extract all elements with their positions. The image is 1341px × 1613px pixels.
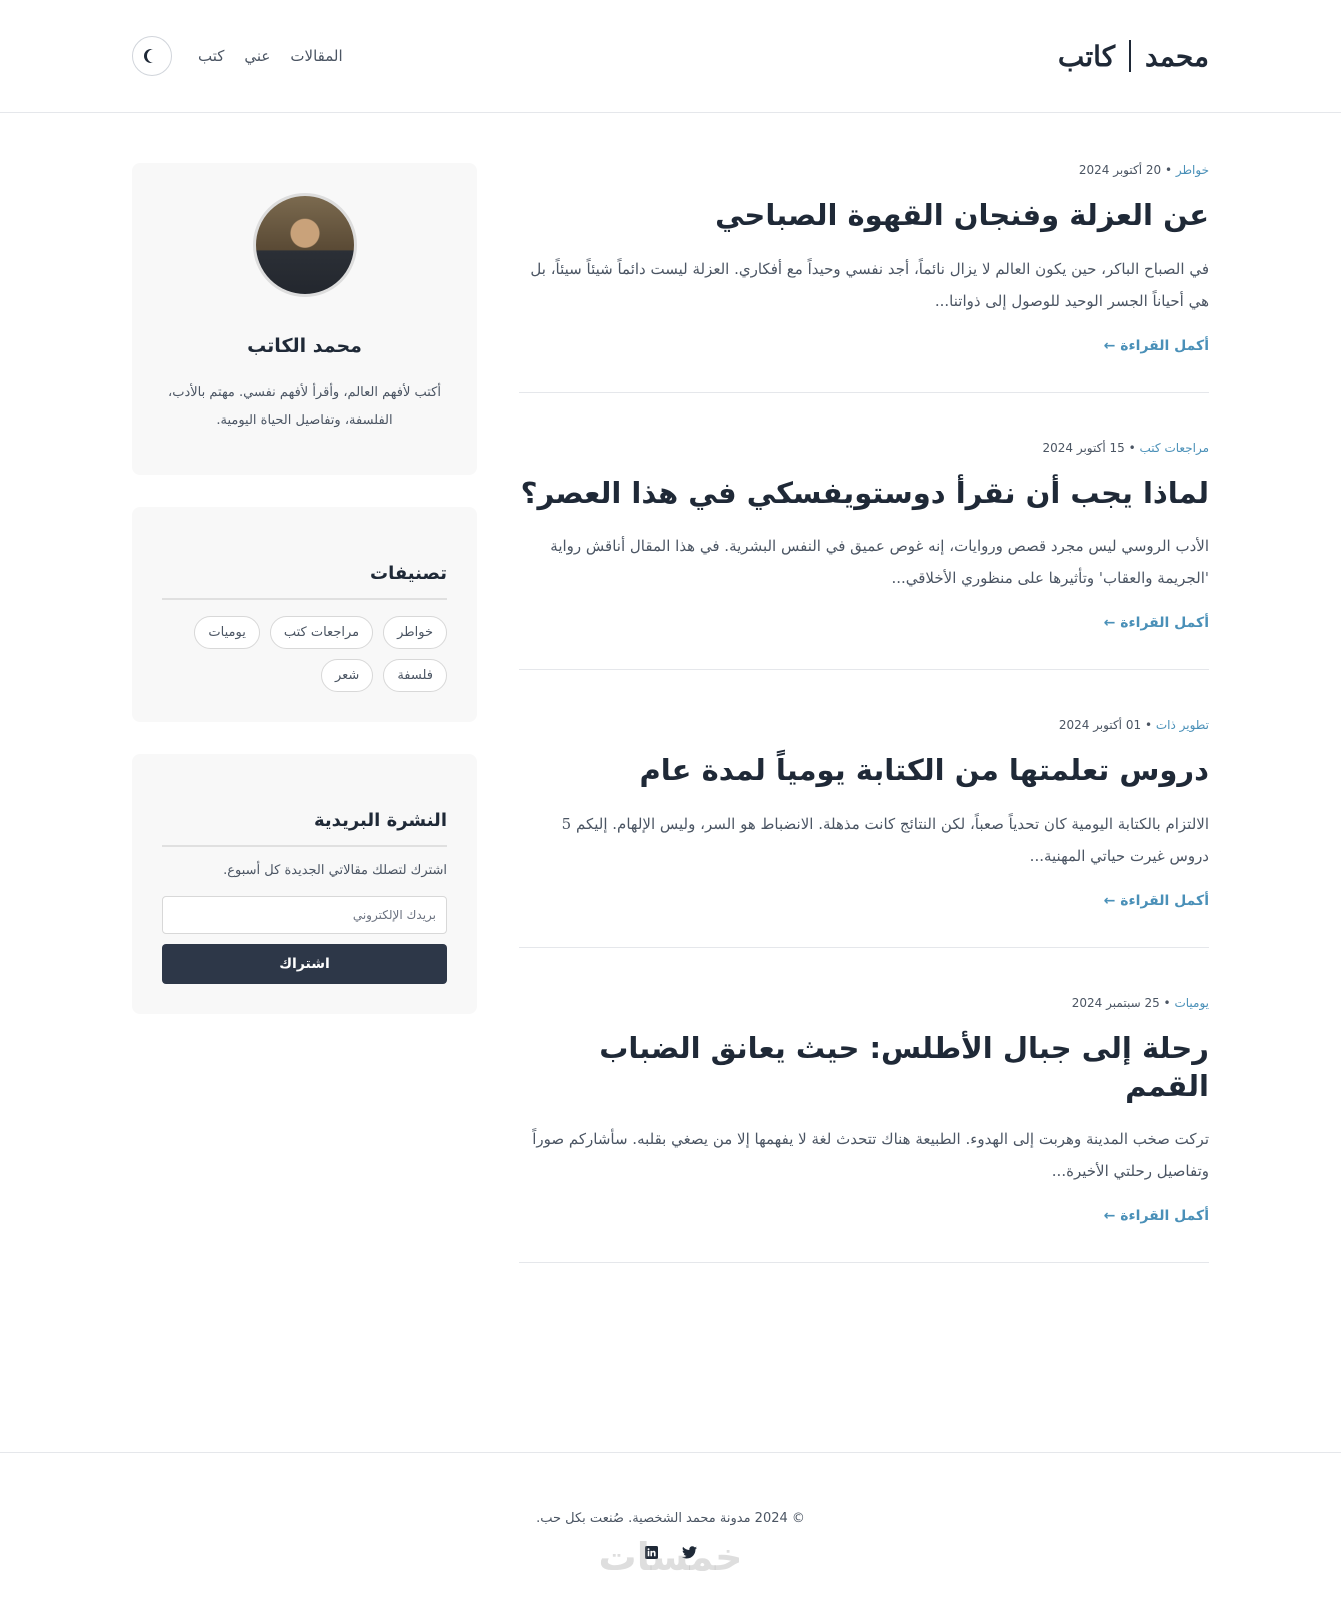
post-category[interactable]: مراجعات كتب <box>1139 440 1209 455</box>
post-excerpt: الالتزام بالكتابة اليومية كان تحدياً صعباً، لكن النتائج كانت مذهلة. الانضباط هو السر، وليس الإلهام. إليكم 5 دروس غيرت حياتي المهنية... <box>561 815 1209 866</box>
post-date: 01 أكتوبر 2024 <box>1058 718 1142 733</box>
nav-articles[interactable]: المقالات <box>290 47 343 65</box>
site-logo[interactable] <box>1058 40 1209 73</box>
post-meta <box>519 718 1209 734</box>
watermark-logo: خمسات <box>598 1535 743 1579</box>
author-bio: أكتب لأفهم العالم، وأقرأ لأفهم نفسي. مهتم بالأدب، الفلسفة، وتفاصيل الحياة اليومية. <box>168 385 441 428</box>
sidebar <box>132 163 477 1311</box>
moon-icon <box>147 49 161 63</box>
post-category[interactable]: تطوير ذات <box>1155 718 1209 733</box>
post-item <box>519 996 1209 1263</box>
nav-about[interactable]: عني <box>244 47 271 65</box>
tag-poetry[interactable]: شعر <box>321 659 373 692</box>
newsletter-title: النشرة البريدية <box>162 784 447 847</box>
categories-title: تصنيفات <box>162 537 447 600</box>
page-container <box>132 163 1209 1311</box>
email-field[interactable] <box>162 896 447 934</box>
subscribe-button[interactable]: اشتراك <box>162 944 447 984</box>
logo-second: كاتب <box>1057 39 1116 73</box>
twitter-icon[interactable] <box>682 1544 698 1560</box>
meta-separator: • <box>1161 163 1173 177</box>
logo-divider <box>1129 40 1131 72</box>
read-more-link[interactable]: أكمل القراءة ← <box>1103 615 1209 632</box>
site-header <box>0 0 1341 113</box>
post-item <box>519 441 1209 671</box>
tag-diaries[interactable]: يوميات <box>194 616 259 649</box>
post-category[interactable]: خواطر <box>1175 163 1209 177</box>
meta-separator: • <box>1124 440 1136 455</box>
post-item <box>519 718 1209 948</box>
site-footer <box>0 1452 1341 1613</box>
post-meta <box>519 996 1209 1012</box>
categories-card <box>132 507 477 722</box>
read-more-link[interactable]: أكمل القراءة ← <box>1103 337 1209 354</box>
copyright-text: © 2024 مدونة محمد الشخصية. صُنعت بكل حب. <box>536 1511 805 1526</box>
post-meta <box>519 441 1209 457</box>
linkedin-icon[interactable] <box>644 1544 660 1560</box>
avatar <box>253 193 357 297</box>
newsletter-description: اشترك لتصلك مقالاتي الجديدة كل أسبوع. <box>223 863 447 878</box>
social-links <box>0 1544 1341 1560</box>
theme-toggle-button[interactable] <box>132 36 172 76</box>
post-excerpt: في الصباح الباكر، حين يكون العالم لا يزال نائماً، أجد نفسي وحيداً مع أفكاري. العزلة ليست دائماً شيئاً سيئاً، بل هي أحياناً الجسر الوحيد للوصول إلى ذواتنا... <box>530 259 1209 310</box>
read-more-link[interactable]: أكمل القراءة ← <box>1103 893 1209 910</box>
post-title[interactable]: رحلة إلى جبال الأطلس: حيث يعانق الضباب القمم <box>599 1031 1209 1103</box>
post-title[interactable]: دروس تعلمتها من الكتابة يومياً لمدة عام <box>639 753 1209 788</box>
post-date: 15 أكتوبر 2024 <box>1042 440 1125 455</box>
tag-book-reviews[interactable]: مراجعات كتب <box>270 616 373 649</box>
post-item <box>519 163 1209 393</box>
meta-separator: • <box>1141 718 1153 733</box>
nav-books[interactable]: كتب <box>198 47 225 65</box>
header-inner <box>132 0 1209 112</box>
post-title[interactable]: عن العزلة وفنجان القهوة الصباحي <box>715 198 1209 232</box>
author-name: محمد الكاتب <box>247 335 362 357</box>
post-excerpt: الأدب الروسي ليس مجرد قصص وروايات، إنه غوص عميق في النفس البشرية. في هذا المقال أناقش رواية 'الجريمة والعقاب' وتأثيرها على منظوري الأخلاقي... <box>550 537 1209 588</box>
read-more-link[interactable]: أكمل القراءة ← <box>1103 1208 1209 1225</box>
post-title[interactable]: لماذا يجب أن نقرأ دوستويفسكي في هذا العصر؟ <box>520 475 1209 510</box>
post-meta <box>519 163 1209 179</box>
tag-philosophy[interactable]: فلسفة <box>383 659 447 692</box>
logo-first: محمد <box>1145 39 1209 73</box>
newsletter-card <box>132 754 477 1014</box>
post-date: 25 سبتمبر 2024 <box>1071 996 1160 1011</box>
meta-separator: • <box>1159 996 1171 1011</box>
posts-list <box>519 163 1209 1311</box>
tag-khawater[interactable]: خواطر <box>383 616 447 649</box>
category-tags <box>162 616 447 692</box>
main-nav <box>132 36 343 76</box>
author-card <box>132 163 477 475</box>
post-category[interactable]: يوميات <box>1174 996 1209 1011</box>
post-date: 20 أكتوبر 2024 <box>1078 163 1162 177</box>
post-excerpt: تركت صخب المدينة وهربت إلى الهدوء. الطبيعة هناك تتحدث لغة لا يفهمها إلا من يصغي بقلبه. سأشاركم صوراً وتفاصيل رحلتي الأخيرة... <box>532 1130 1209 1181</box>
